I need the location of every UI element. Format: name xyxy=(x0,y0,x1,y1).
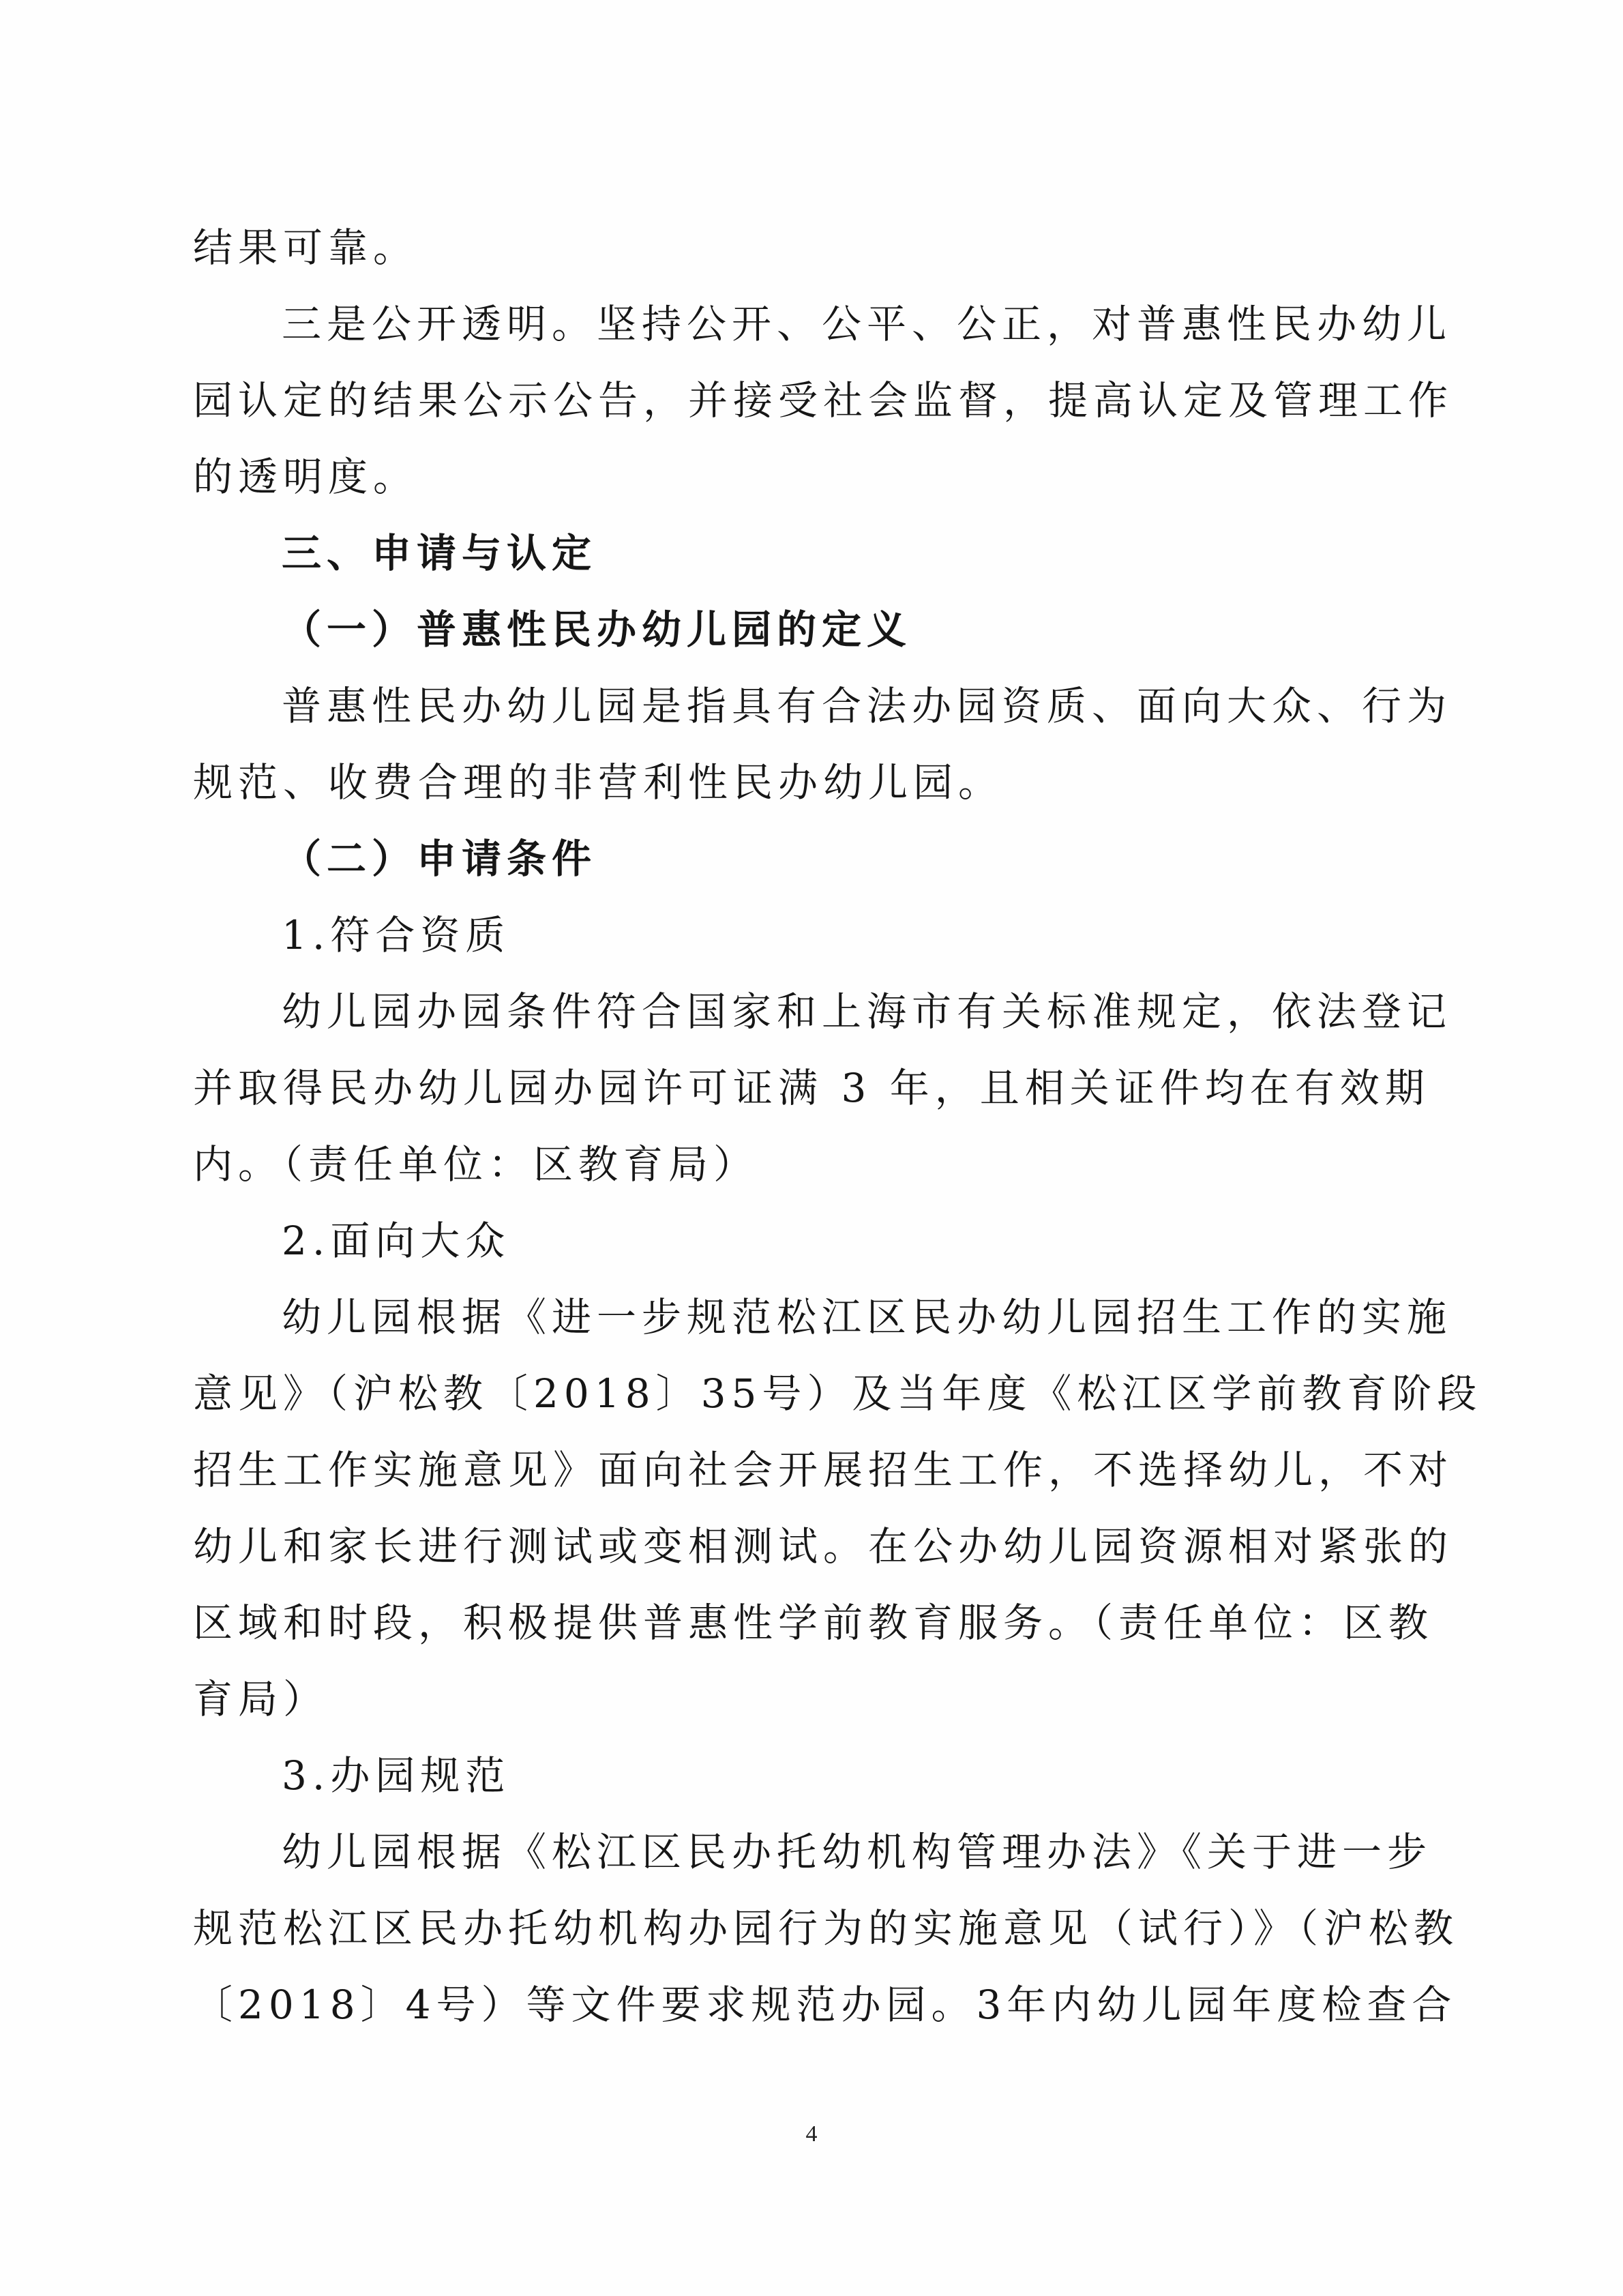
text-line: 幼儿园办园条件符合国家和上海市有关标准规定，依法登记 xyxy=(282,988,1453,1035)
text-line-principle-transparency: 三是公开透明。坚持公开、公平、公正，对普惠性民办幼儿 xyxy=(282,301,1453,347)
text-line: 幼儿园根据《松江区民办托幼机构管理办法》《关于进一步 xyxy=(282,1829,1433,1875)
subsection-heading-definition: （一）普惠性民办幼儿园的定义 xyxy=(282,606,912,653)
text-line: 幼儿和家长进行测试或变相测试。在公办幼儿园资源相对紧张的 xyxy=(193,1523,1454,1570)
item-heading-standard-operation: 3.办园规范 xyxy=(282,1752,511,1799)
text-line-continuation: 结果可靠。 xyxy=(193,224,419,271)
item-heading-public-facing: 2.面向大众 xyxy=(282,1218,511,1264)
text-line: 幼儿园根据《进一步规范松江区民办幼儿园招生工作的实施 xyxy=(282,1294,1453,1340)
text-line: 意见》（沪松教〔2018〕35号）及当年度《松江区学前教育阶段 xyxy=(193,1370,1483,1417)
subsection-heading-conditions: （二）申请条件 xyxy=(282,836,597,882)
text-line: 内。（责任单位：区教育局） xyxy=(193,1141,759,1188)
text-line: 区域和时段，积极提供普惠性学前教育服务。（责任单位：区教 xyxy=(193,1600,1434,1646)
text-line: 规范、收费合理的非营利性民办幼儿园。 xyxy=(193,759,1004,806)
text-line: 并取得民办幼儿园办园许可证满 3 年，且相关证件均在有效期 xyxy=(193,1065,1430,1111)
text-line: 〔2018〕4号）等文件要求规范办园。3年内幼儿园年度检查合 xyxy=(193,1982,1457,2028)
text-line: 的透明度。 xyxy=(193,454,419,500)
page-number: 4 xyxy=(805,2121,818,2147)
text-line: 招生工作实施意见》面向社会开展招生工作，不选择幼儿，不对 xyxy=(193,1447,1454,1493)
text-line: 育局） xyxy=(193,1676,329,1722)
text-line: 园认定的结果公示公告，并接受社会监督，提高认定及管理工作 xyxy=(193,377,1454,424)
text-line: 普惠性民办幼儿园是指具有合法办园资质、面向大众、行为 xyxy=(282,683,1453,729)
section-heading-application: 三、申请与认定 xyxy=(282,530,597,576)
text-line: 规范松江区民办托幼机构办园行为的实施意见（试行）》（沪松教 xyxy=(193,1905,1459,1952)
item-heading-qualification: 1.符合资质 xyxy=(282,912,511,958)
